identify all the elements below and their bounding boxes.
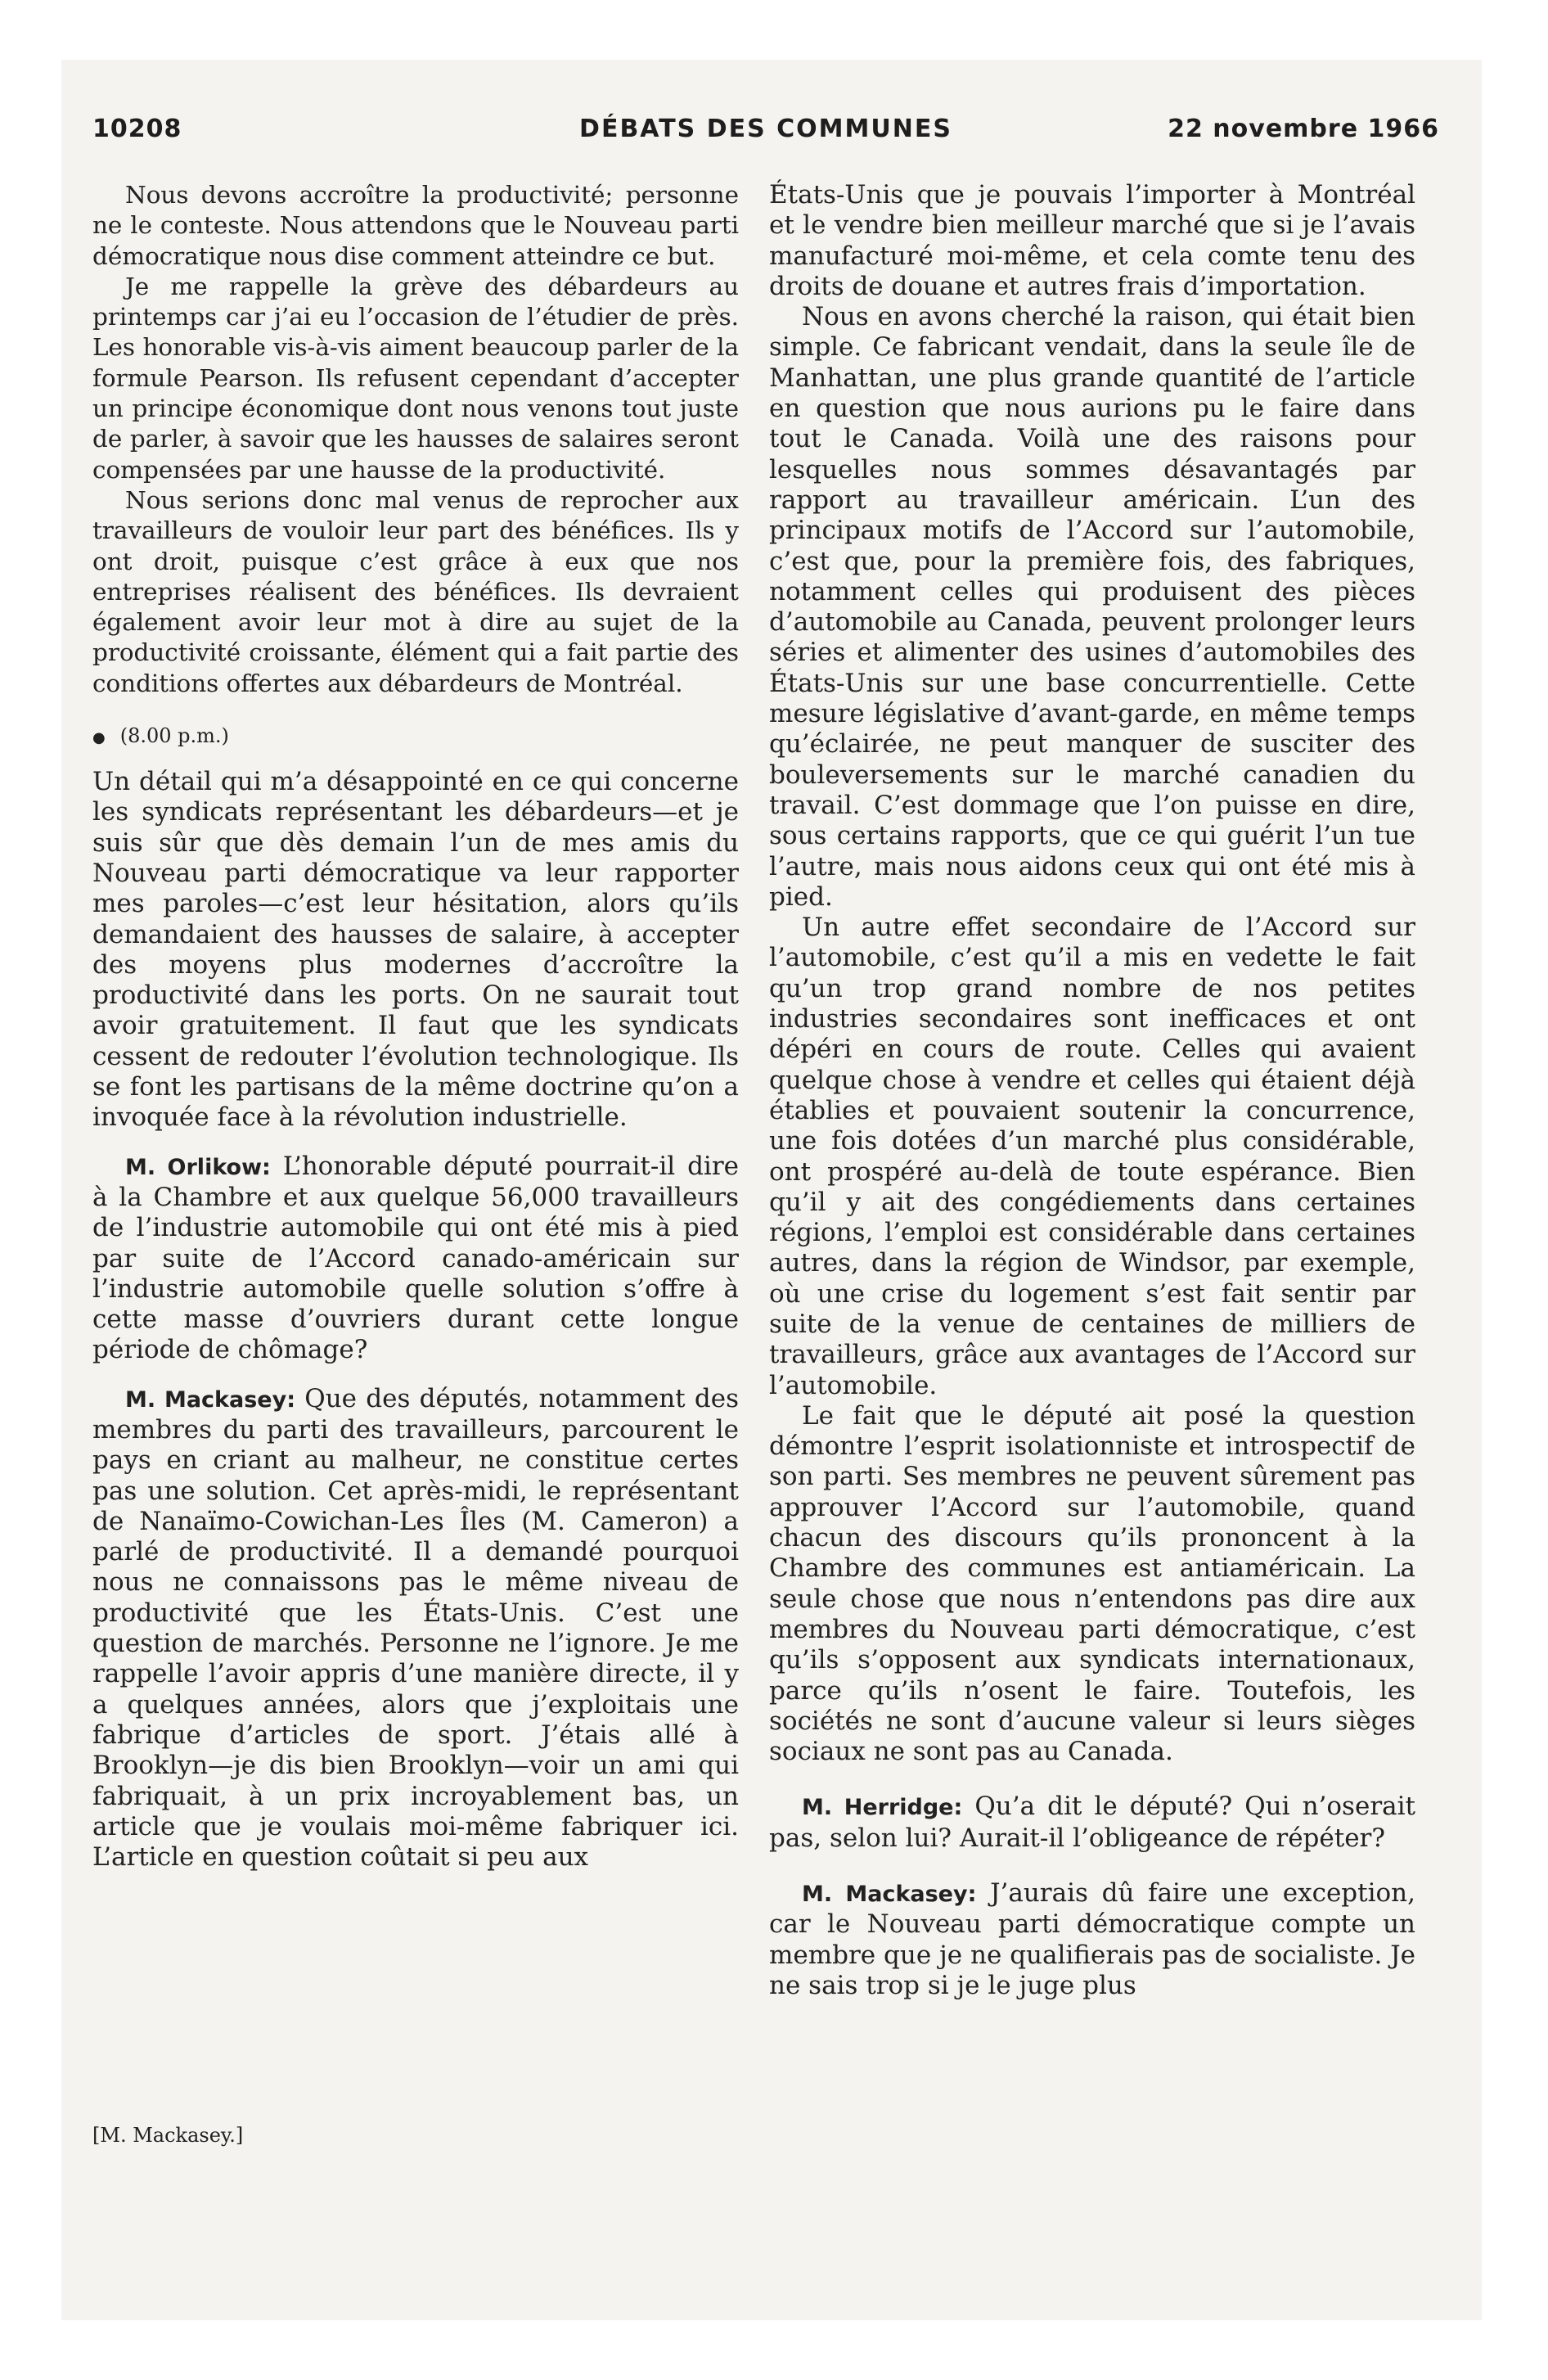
speech-text: L’honorable député pourrait-il dire à la Chambre et aux quelque 56,000 travailleurs de l’industrie automobile qui ont été mis à pied par suite de l’Accord canado-américain sur l’industrie automobile quelle solution s’offre à cette masse d’ouvriers durant cette longue période de chômage?: [92, 1151, 739, 1365]
publication-title: DÉBATS DES COMMUNES: [579, 115, 952, 143]
time-marker-text: (8.00 p.m.): [119, 724, 229, 748]
paragraph: Un détail qui m’a désappointé en ce qui concerne les syndicats représentant les débardeurs—et je suis sûr que dès demain l’un de mes amis du Nouveau parti démocratique va leur rapporter mes paroles—c’est leur hésitation, alors qu’ils demandaient des hausses de salaire, à accepter des moyens plus modernes d’accroître la productivité dans les ports. On ne saurait tout avoir gratuitement. Il faut que les syndicats cessent de redouter l’évolution technologique. Ils se font les partisans de la même doctrine qu’on a invoquée face à la révolution industrielle.: [92, 767, 739, 1133]
paragraph: Un autre effet secondaire de l’Accord sur l’automobile, c’est qu’il a mis en vedette le fait qu’un trop grand nombre de nos petites industries secondaires sont inefficaces et ont dépéri en cours de route. Celles qui avaient quelque chose à vendre et celles qui étaient déjà établies et pouvaient soutenir la concurrence, une fois dotées d’un marché plus considérable, ont prospéré au-delà de toute espérance. Bien qu’il y ait des congédiements dans certaines régions, l’emploi est considérable dans certaines autres, dans la région de Windsor, par exemple, où une crise du logement s’est fait sentir par suite de la venue de centaines de milliers de travailleurs, grâce aux avantages de l’Accord sur l’automobile.: [769, 913, 1415, 1400]
publication-date: 22 novembre 1966: [1168, 115, 1439, 143]
speaker-name: M. Mackasey:: [802, 1882, 977, 1908]
speech-text: Qu’a dit le député? Qui n’oserait pas, selon lui? Aurait-il l’obligeance de répéter?: [769, 1792, 1415, 1853]
speaker-name: M. Herridge:: [802, 1795, 963, 1821]
bullet-icon: ●: [92, 729, 106, 747]
speech: [769, 1878, 1415, 2001]
paragraph: Le fait que le député ait posé la question démontre l’esprit isolationniste et introspectif de son parti. Ses membres ne peuvent sûrement pas approuver l’Accord sur l’automobile, quand chacun des discours qu’ils prononcent à la Chambre des communes est antiaméricain. La seule chose que nous n’entendons pas dire aux membres du Nouveau parti démocratique, c’est qu’ils s’opposent aux syndicats internationaux, parce qu’ils n’osent le faire. Toutefois, les sociétés ne sont d’aucune valeur si leurs sièges sociaux ne sont pas au Canada.: [769, 1400, 1415, 1767]
speech: [769, 1792, 1415, 1854]
right-column: [769, 180, 1415, 2001]
page-header: [92, 115, 1439, 151]
speech-text: Que des députés, notamment des membres du parti des travailleurs, parcourent le pays en criant au malheur, ne constitue certes pas une solution. Cet après-midi, le représentant de Nanaïmo-Cowichan-Les Îles (M. Cameron) a parlé de productivité. Il a demandé pourquoi nous ne connaissons pas le même niveau de productivité que les États-Unis. C’est une question de marchés. Personne ne l’ignore. Je me rappelle l’avoir appris d’une manière directe, il y a quelques années, alors que j’exploitais une fabrique d’articles de sport. J’étais allé à Brooklyn—je dis bien Brooklyn—voir un ami qui fabriquait, à un prix incroyablement bas, un article que je voulais moi-même fabriquer ici. L’article en question coûtait si peu aux: [92, 1383, 739, 1873]
speech: [92, 1384, 739, 1873]
paragraph: États-Unis que je pouvais l’importer à Montréal et le vendre bien meilleur marché que si je l’avais manufacturé moi-même, et cela comte tenu des droits de douane et autres frais d’importation.: [769, 180, 1415, 301]
paragraph: Je me rappelle la grève des débardeurs au printemps car j’ai eu l’occasion de l’étudier de près. Les honorable vis-à-vis aiment beaucoup parler de la formule Pearson. Ils refusent cependant d’accepter un principe économique dont nous venons tout juste de parler, à savoir que les hausses de salaires seront compensées par une hausse de la productivité.: [92, 272, 739, 484]
speaker-name: M. Mackasey:: [125, 1386, 295, 1413]
paragraph: Nous devons accroître la productivité; personne ne le conteste. Nous attendons que le Nouveau parti démocratique nous dise comment atteindre ce but.: [92, 181, 739, 270]
footer-speaker-tag: [M. Mackasey.]: [92, 2124, 244, 2147]
paragraph: Nous en avons cherché la raison, qui était bien simple. Ce fabricant vendait, dans la seule île de Manhattan, une plus grande quantité de l’article en question que nous aurions pu le faire dans tout le Canada. Voilà une des raisons pour lesquelles nous sommes désavantagés par rapport au travailleur américain. L’un des principaux motifs de l’Accord sur l’automobile, c’est que, pour la première fois, des fabriques, notamment celles qui produisent des pièces d’automobile au Canada, peuvent prolonger leurs séries et alimenter des usines d’automobiles des États-Unis sur une base concurrentielle. Cette mesure législative d’avant-garde, en même temps qu’éclairée, ne peut manquer de susciter des bouleversements sur le marché canadien du travail. C’est dommage que l’on puisse en dire, sous certains rapports, que ce qui guérit l’un tue l’autre, mais nous aidons ceux qui ont été mis à pied.: [769, 302, 1415, 912]
speech-text: J’aurais dû faire une exception, car le Nouveau parti démocratique compte un membre que je ne qualifierais pas de socialiste. Je ne sais trop si je le juge plus: [769, 1878, 1415, 2000]
left-column: [92, 180, 739, 1873]
speech: [92, 1152, 739, 1366]
page-number: 10208: [92, 115, 182, 143]
speaker-name: M. Orlikow:: [125, 1154, 271, 1180]
time-marker: [92, 723, 739, 751]
paragraph: Nous serions donc mal venus de reprocher aux travailleurs de vouloir leur part des bénéfices. Ils y ont droit, puisque c’est grâce à eux que nos entreprises réalisent des bénéfices. Ils devraient également avoir leur mot à dire au sujet de la productivité croissante, élément qui a fait partie des conditions offertes aux débardeurs de Montréal.: [92, 485, 739, 697]
